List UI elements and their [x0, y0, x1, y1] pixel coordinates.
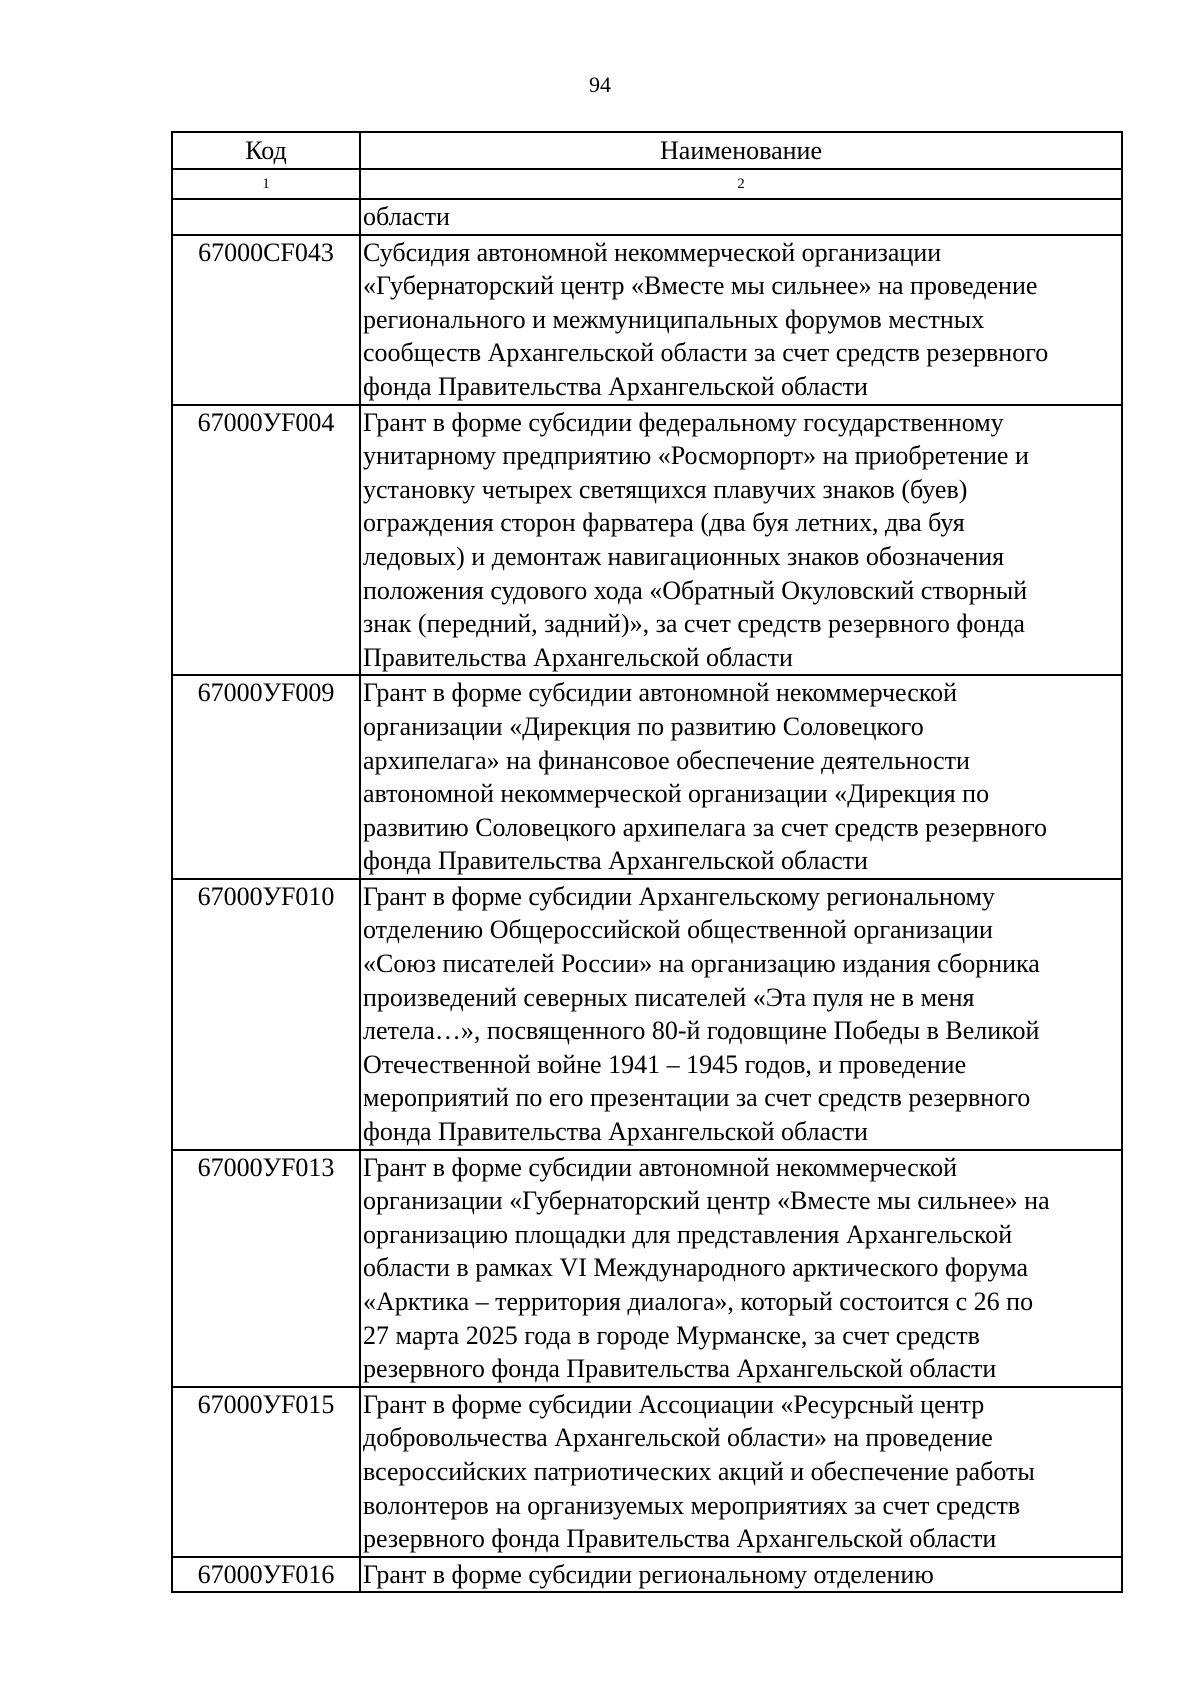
code-cell: 67000УF016	[172, 1557, 360, 1593]
name-line: ограждения сторон фарватера (два буя летних, два буя	[363, 508, 965, 538]
table-row	[172, 1557, 1122, 1593]
name-line: резервного фонда Правительства Архангельской области	[363, 1354, 997, 1384]
header-code: Код	[172, 132, 360, 169]
code-cell: 67000УF015	[172, 1387, 360, 1557]
name-line: сообществ Архангельской области за счет средств резервного	[363, 338, 1049, 368]
name-line: Грант в форме субсидии автономной некоммерческой	[363, 678, 958, 708]
name-line: положения судового хода «Обратный Окуловский створный	[363, 575, 1028, 605]
name-line: «Губернаторский центр «Вместе мы сильнее» на проведение	[363, 271, 1038, 301]
name-line: Грант в форме субсидии региональному отделению	[363, 1559, 934, 1589]
name-line: регионального и межмуниципальных форумов местных	[363, 304, 985, 334]
name-line: «Арктика – территория диалога», который состоится с 26 по	[363, 1287, 1034, 1316]
code-cell: 67000УF004	[172, 405, 360, 676]
table-row	[172, 879, 1122, 1150]
name-line: резервного фонда Правительства Архангельской области	[363, 1524, 997, 1554]
name-line: Грант в форме субсидии Ассоциации «Ресурсный центр	[363, 1389, 985, 1419]
table-row	[172, 675, 1122, 879]
table-row	[172, 405, 1122, 676]
name-line: организацию площадки для представления Архангельской	[363, 1219, 1013, 1249]
name-line: области в рамках VI Международного арктического форума	[363, 1253, 1028, 1283]
code-cell: 67000CF043	[172, 235, 360, 405]
name-cell	[360, 405, 1122, 676]
name-line: Правительства Архангельской области	[363, 642, 793, 672]
code-cell: 67000УF013	[172, 1150, 360, 1387]
name-line: Субсидия автономной некоммерческой организации	[363, 237, 942, 267]
budget-code-table	[171, 131, 1123, 1593]
name-line: унитарному предприятию «Росморпорт» на приобретение и	[363, 441, 1029, 471]
name-line: области	[363, 202, 450, 231]
name-line: отделению Общероссийской общественной организации	[363, 915, 993, 945]
name-line: мероприятий по его презентации за счет средств резервного	[363, 1083, 1031, 1113]
name-line: «Союз писателей России» на организацию издания сборника	[363, 949, 1040, 979]
table-row	[172, 1387, 1122, 1557]
code-cell: 67000УF010	[172, 879, 360, 1150]
table-row	[172, 235, 1122, 405]
name-line: фонда Правительства Архангельской области	[363, 371, 868, 401]
name-line: произведений северных писателей «Эта пуля не в меня	[363, 982, 975, 1012]
code-cell	[172, 199, 360, 235]
name-cell	[360, 1150, 1122, 1387]
name-cell	[360, 675, 1122, 879]
table-row	[172, 1150, 1122, 1387]
name-line: Отечественной войне 1941 – 1945 годов, и проведение	[363, 1049, 967, 1079]
column-number-2: 2	[360, 169, 1122, 199]
name-line: знак (передний, задний)», за счет средств резервного фонда	[363, 609, 1025, 639]
table-body	[172, 199, 1122, 1592]
name-cell	[360, 879, 1122, 1150]
column-number-row	[172, 169, 1122, 199]
name-line: Грант в форме субсидии Архангельскому региональному	[363, 881, 995, 911]
name-line: фонда Правительства Архангельской области	[363, 846, 868, 876]
table-header-row	[172, 132, 1122, 169]
name-cell	[360, 1557, 1122, 1593]
name-line: организации «Дирекция по развитию Соловецкого	[363, 711, 924, 741]
name-line: летела…», посвященного 80-й годовщине Победы в Великой	[363, 1016, 1040, 1046]
name-line: ледовых) и демонтаж навигационных знаков обозначения	[363, 541, 1005, 571]
code-cell: 67000УF009	[172, 675, 360, 879]
table-row	[172, 199, 1122, 235]
name-line: развитию Соловецкого архипелага за счет средств резервного	[363, 812, 1048, 842]
name-cell	[360, 235, 1122, 405]
name-line: 27 марта 2025 года в городе Мурманске, за счет средств	[363, 1320, 980, 1350]
name-line: архипелага» на финансовое обеспечение деятельности	[363, 745, 970, 775]
column-number-1: 1	[172, 169, 360, 199]
header-name: Наименование	[360, 132, 1122, 169]
name-line: Грант в форме субсидии федеральному государственному	[363, 407, 1004, 437]
name-line: Грант в форме субсидии автономной некоммерческой	[363, 1152, 958, 1182]
name-line: установку четырех светящихся плавучих знаков (буев)	[363, 474, 968, 504]
name-line: всероссийских патриотических акций и обеспечение работы	[363, 1456, 1035, 1486]
name-cell	[360, 199, 1122, 235]
name-line: организации «Губернаторский центр «Вместе мы сильнее» на	[363, 1186, 1050, 1216]
page-number: 94	[589, 72, 611, 97]
name-line: фонда Правительства Архангельской области	[363, 1117, 868, 1147]
name-line: автономной некоммерческой организации «Дирекция по	[363, 779, 990, 809]
name-cell	[360, 1387, 1122, 1557]
name-line: волонтеров на организуемых мероприятиях за счет средств	[363, 1490, 1021, 1520]
name-line: добровольчества Архангельской области» на проведение	[363, 1423, 993, 1453]
